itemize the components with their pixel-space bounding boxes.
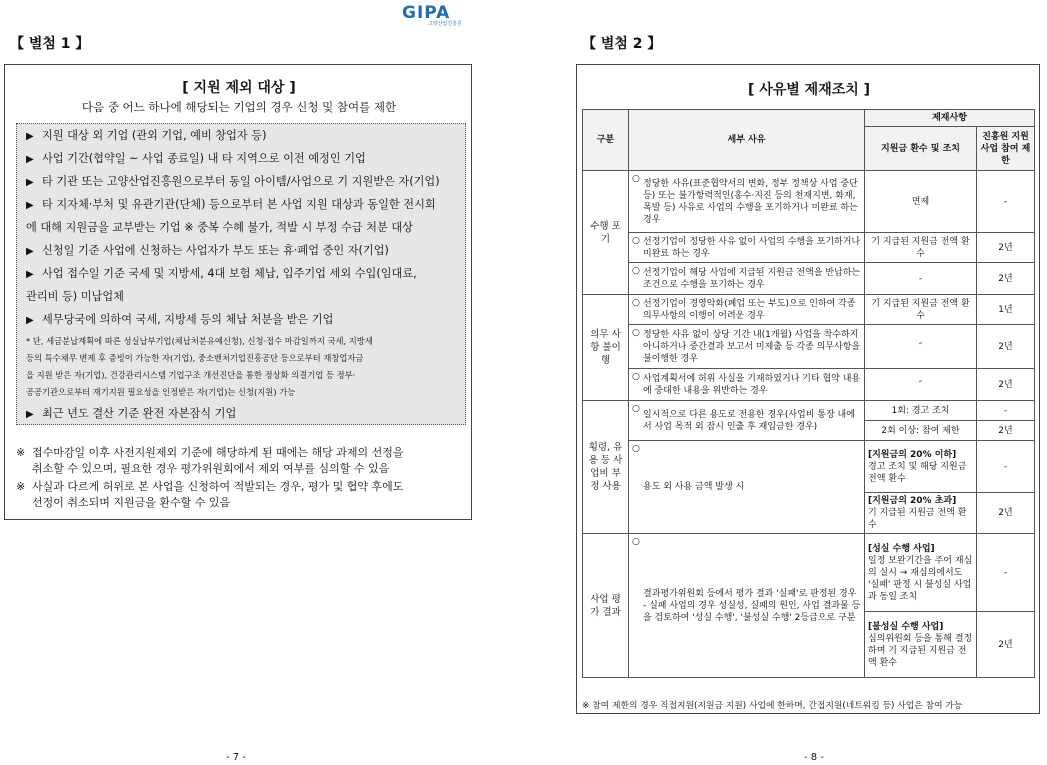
refund-cell [865,612,977,678]
note-line: 접수마감일 이후 사전지원제외 기준에 해당하게 된 때에는 해당 과제의 선정을 [32,446,404,459]
reason-text: 정당한 사유(표준협약서의 변화, 정부 정책상 사업 중단 등) 또는 불가항력적인(홍수·지진 등의 천재지변, 화재, 폭발 등) 사유로 사업의 수행을 포기하거나 미완료 하는 경우 [643,178,858,225]
reason-text: 용도 외 사용 금액 발생 시 [643,482,745,492]
reason-subtext: - 실패 사업의 경우 성실성, 실패의 원인, 사업 결과물 등을 검토하여 '성실 수행', '불성실 수행' 2등급으로 구분 [643,600,861,623]
reason-cell [629,171,865,233]
reason-text: 결과평가위원회 등에서 평가 결과 '실패'로 판정된 경우 [643,588,857,599]
exclusion-title: [ 지원 제외 대상 ] [182,80,296,96]
reason-text: 사업계획서에 허위 사실을 기재하였거나 기타 협약 내용에 중대한 내용을 위반하는 경우 [643,373,861,396]
circle-mark: ○ [632,444,640,454]
list-item [26,262,466,286]
circle-mark: ○ [632,328,640,338]
item-text: 타 지자체·부처 및 유관기관(단체) 등으로부터 본 사업 지원 대상과 동일한 전시회 [42,198,436,211]
bullet-icon: ▶ [26,154,34,165]
restrict-cell: - [977,441,1035,493]
refund-cell: 2회 이상: 참여 제한 [865,421,977,441]
left-attachment-title: 【 별첨 1 】 [10,36,90,52]
table-row [583,401,1035,421]
refund-head: [지원금의 20% 초과] [868,496,957,506]
gipa-logo [402,3,482,28]
list-item [26,239,466,263]
exclusion-box [4,64,472,520]
list-item [26,193,466,217]
refund-body: 기 지급된 지원금 전액 환수 [868,508,967,530]
item-text: 타 기관 또는 고양산업진흥원으로부터 동일 아이템/사업으로 기 지원받은 자(기업) [42,175,440,188]
footnote: ※ 참여 제한의 경우 직접지원(지원금 지원) 사업에 한하며, 간접지원(네트워킹 등) 사업은 참여 가능 [582,701,963,711]
reason-cell [629,534,865,678]
item-text: 신청일 기준 사업에 신청하는 사업자가 부도 또는 휴·폐업 중인 자(기업) [42,244,389,257]
refund-head: [지원금의 20% 이하] [868,449,957,460]
exception-line: 을 지원 받은 자(기업), 건강관리시스템 기업구조 개선진단을 통한 정상화 의결기업 등 정부· [26,370,356,380]
table-row [583,441,1035,493]
bullet-icon: ▶ [26,315,34,326]
refund-body: 일정 보완기간을 주어 재심의 실시 → 재심의에서도 '실패' 판정 시 불성실 사업과 동일 조치 [868,555,973,602]
reason-cell [629,233,865,263]
logo-mark: GIPA [402,3,451,23]
circle-mark: ○ [632,266,640,276]
list-item-continued [26,216,466,239]
refund-cell [865,534,977,612]
table-row [583,171,1035,233]
table-row [583,263,1035,295]
table-row [583,325,1035,369]
category-cell: 횡령, 유용 등 사업비 부정 사용 [583,401,629,534]
list-item-continued [26,285,466,308]
reason-text: 일시적으로 다른 용도로 전용한 경우(사업비 통장 내에서 사업 목적 외 잠시 인출 후 재입금한 경우) [643,409,855,432]
reason-text: 정당한 사유 없이 상당 기간 내(1개월) 사업을 착수하지 아니하거나 중간결과 보고서 미제출 등 각종 의무사항을 불이행한 경우 [643,329,861,364]
sanction-box [576,64,1040,714]
list-item [26,308,466,332]
exception-line: 공공기관으로부터 재기지원 필요성을 인정받은 자(기업)는 신청(지원) 가능 [26,387,296,397]
page-number: - 7 - [226,752,246,763]
refund-cell: ″ [865,325,977,369]
item-text: 관리비 등) 미납업체 [26,290,124,303]
logo-subtitle: 고양산업진흥원 [428,21,462,27]
circle-mark: ○ [632,174,640,184]
category-cell: 수행 포기 [583,171,629,295]
item-text: 사업 접수일 기준 국세 및 지방세, 4대 보험 체납, 입주기업 세외 수입(임대료, [42,267,417,280]
refund-cell: ″ [865,369,977,401]
sanction-title: [ 사유별 제재조치 ] [747,82,871,98]
circle-mark: ○ [632,537,640,547]
circle-mark: ○ [632,298,640,308]
item-text: 지원 대상 외 기업 (관외 기업, 예비 창업자 등) [42,129,267,142]
category-cell: 사업 평가 결과 [583,534,629,678]
right-attachment-title: 【 별첨 2 】 [582,36,662,52]
restrict-cell: - [977,171,1035,233]
note-line: 사실과 다르게 허위로 본 사업을 신청하여 적발되는 경우, 평가 및 협약 후에도 [32,480,404,493]
header-sanction: 제재사항 [865,110,1035,127]
table-row [583,295,1035,325]
exception-line: * 단, 세금분납계획에 따른 성실납부기업(체납처분유예신청), 신청·접수 마감일까지 국세, 지방세 [26,336,373,346]
exception-line: 등의 특수채무 변제 후 증빙이 가능한 자(기업), 중소벤처기업진흥공단 등으로부터 재창업자금 [26,353,364,363]
sanction-table [582,109,1035,678]
note-line: 취소할 수 있으며, 필요한 경우 평가위원회에서 제외 여부를 심의할 수 있음 [32,462,390,475]
reason-cell [629,325,865,369]
bullet-icon: ▶ [26,269,34,280]
note [16,445,471,477]
reason-cell [629,441,865,534]
restrict-cell: 2년 [977,263,1035,295]
reason-cell [629,369,865,401]
header-category: 구분 [583,110,629,171]
page-number: - 8 - [804,752,824,763]
note-mark: ※ [16,446,26,459]
restrict-cell: 2년 [977,233,1035,263]
restrict-cell: - [977,534,1035,612]
restrict-cell: 2년 [977,493,1035,534]
item-text: 에 대해 지원금을 교부받는 기업 ※ 중복 수혜 불가, 적발 시 부정 수급 처분 대상 [26,221,413,234]
refund-body: 경고 조치 및 해당 지원금 전액 환수 [868,461,967,484]
item-text: 세무당국에 의하여 국세, 지방세 등의 체납 처분을 받은 기업 [42,313,334,326]
refund-head: [불성실 수행 사업] [868,621,944,632]
refund-cell [865,441,977,493]
reason-cell [629,263,865,295]
bullet-icon: ▶ [26,200,34,211]
refund-cell: 기 지급된 지원금 전액 환수 [865,295,977,325]
bullet-icon: ▶ [26,246,34,257]
header-reason: 세부 사유 [629,110,865,171]
list-item [26,170,466,194]
refund-cell: 1회: 경고 조치 [865,401,977,421]
circle-mark: ○ [632,404,640,414]
restrict-cell: - [977,401,1035,421]
restrict-cell: 2년 [977,421,1035,441]
table-row [583,233,1035,263]
category-cell: 의무 사항 불이행 [583,295,629,401]
refund-head: [성실 수행 사업] [868,543,935,554]
exclusion-list [16,123,466,425]
refund-cell: 면제 [865,171,977,233]
reason-cell [629,401,865,441]
bullet-icon: ▶ [26,409,34,420]
header-refund: 지원금 환수 및 조치 [865,127,977,171]
refund-cell: - [865,263,977,295]
refund-cell: 기 지급된 지원금 전액 환수 [865,233,977,263]
restrict-cell: 2년 [977,612,1035,678]
note-line: 선정이 취소되며 지원금을 환수할 수 있음 [32,496,231,509]
item-text: 사업 기간(협약일 ~ 사업 종료일) 내 타 지역으로 이전 예정인 기업 [42,152,366,165]
exclusion-subtitle: 다음 중 어느 하나에 해당되는 기업의 경우 신청 및 참여를 제한 [81,100,397,114]
reason-text: 선정기업이 정당한 사유 없이 사업의 수행을 포기하거나 미완료 하는 경우 [643,236,861,259]
bullet-icon: ▶ [26,131,34,142]
refund-cell [865,493,977,534]
restrict-cell: 2년 [977,369,1035,401]
header-restrict: 진흥원 지원사업 참여 제한 [977,127,1035,171]
note-mark: ※ [16,480,26,493]
list-item [26,124,466,148]
item-text: 최근 년도 결산 기준 완전 자본잠식 기업 [42,407,237,420]
table-row [583,369,1035,401]
restrict-cell: 1년 [977,295,1035,325]
note [16,479,471,511]
list-item [26,147,466,171]
list-item [26,402,466,426]
reason-text: 선정기업이 해당 사업에 지급된 지원금 전액을 반납하는 조건으로 수행을 포기하는 경우 [643,267,861,290]
refund-body: 심의위원회 등을 통해 결정하며 기 지급된 지원금 전액 환수 [868,633,973,668]
reason-text: 선정기업이 경영악화(폐업 또는 부도)으로 인하여 각종 의무사항의 이행이 어려운 경우 [643,298,856,321]
circle-mark: ○ [632,236,640,246]
circle-mark: ○ [632,372,640,382]
restrict-cell: 2년 [977,325,1035,369]
reason-cell [629,295,865,325]
bullet-icon: ▶ [26,177,34,188]
table-row [583,534,1035,612]
